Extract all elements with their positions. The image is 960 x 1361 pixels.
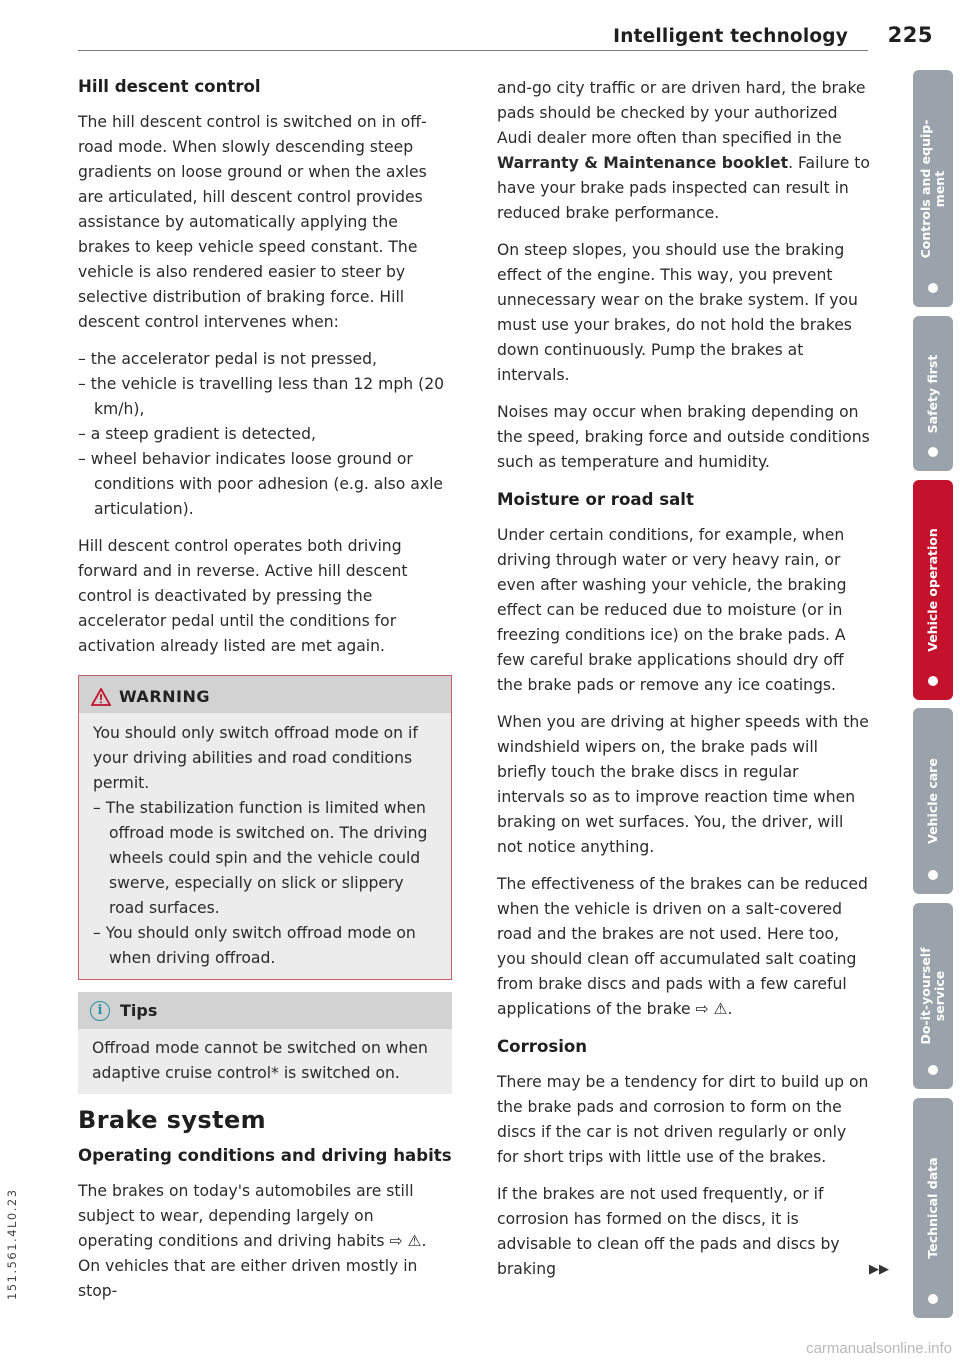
document-code: 151.561.4L0.23 xyxy=(5,1188,19,1300)
tab-safety-first[interactable] xyxy=(913,316,953,471)
noises-paragraph: Noises may occur when braking depending on the speed, braking force and outside conditions such as temperature and humidity. xyxy=(497,403,870,471)
brake-pads-text-a: and-go city traffic or are driven hard, the brake pads should be checked by your authorized Audi dealer more often than specified in the xyxy=(497,79,866,147)
tab-label: Do-it-yourself service xyxy=(918,947,947,1045)
tab-dot-icon xyxy=(928,1294,938,1304)
warning-box xyxy=(78,675,452,980)
corrosion-heading: Corrosion xyxy=(497,1037,588,1056)
page-number: 225 xyxy=(887,23,933,47)
hill-descent-paragraph-2: Hill descent control operates both driving forward and in reverse. Active hill descent control is deactivated by pressing the accelerator pedal until the conditions for activation already listed are met again. xyxy=(78,537,408,655)
salt-paragraph: The effectiveness of the brakes can be reduced when the vehicle is driven on a salt-covered road and the brakes are not used. Here too, you should clean off accumulated salt coating from brake discs and pads with a few careful applications of the brake ⇨ ⚠. xyxy=(497,875,868,1018)
info-icon: i xyxy=(90,1001,110,1021)
hill-descent-heading: Hill descent control xyxy=(78,77,261,96)
header-rule xyxy=(78,50,868,51)
list-item: – wheel behavior indicates loose ground or conditions with poor adhesion (e.g. also axle articulation). xyxy=(78,447,452,522)
tips-text: Offroad mode cannot be switched on when adaptive cruise control* is switched on. xyxy=(92,1039,428,1082)
tab-label: Vehicle operation xyxy=(925,528,940,652)
tab-dot-icon xyxy=(928,1065,938,1075)
warranty-booklet-ref: Warranty & Maintenance booklet xyxy=(497,154,789,172)
steep-slopes-paragraph: On steep slopes, you should use the braking effect of the engine. This way, you prevent unnecessary wear on the brake system. If you must use your brakes, do not hold the brakes down continuously. Pump the brakes at intervals. xyxy=(497,241,858,384)
brake-pads-text-b: . Failure to have your brake pads inspected can result in reduced brake performance. xyxy=(497,154,870,222)
tab-dot-icon xyxy=(928,283,938,293)
brake-pads-paragraph xyxy=(497,76,871,226)
tab-technical-data[interactable] xyxy=(913,1098,953,1318)
warning-intro: You should only switch offroad mode on if your driving abilities and road conditions permit. xyxy=(93,724,418,792)
tab-do-it-yourself-service[interactable] xyxy=(913,903,953,1089)
list-item: – You should only switch offroad mode on when driving offroad. xyxy=(93,921,435,971)
operating-paragraph: The brakes on today's automobiles are still subject to wear, depending largely on operating conditions and driving habits ⇨ ⚠. On vehicles that are either driven mostly in stop- xyxy=(78,1182,427,1300)
tab-dot-icon xyxy=(928,676,938,686)
tab-label: Safety first xyxy=(925,354,940,433)
warning-body xyxy=(79,713,451,979)
tab-label: Technical data xyxy=(925,1157,940,1259)
wipers-paragraph: When you are driving at higher speeds with the windshield wipers on, the brake pads will briefly touch the brake discs in regular intervals so as to improve reaction time when braking on wet surfaces. You, the driver, will not notice anything. xyxy=(497,713,869,856)
tab-label: Vehicle care xyxy=(925,758,940,844)
watermark: carmanualsonline.info xyxy=(806,1340,952,1357)
tips-title: Tips xyxy=(120,1001,158,1020)
list-item: – a steep gradient is detected, xyxy=(78,422,452,447)
operating-conditions-heading: Operating conditions and driving habits xyxy=(78,1146,452,1165)
tab-dot-icon xyxy=(928,870,938,880)
cleaning-text: If the brakes are not used frequently, or if corrosion has formed on the discs, it is advisable to clean off the pads and discs by braking xyxy=(497,1185,840,1278)
cleaning-paragraph xyxy=(497,1182,889,1282)
tab-vehicle-operation[interactable] xyxy=(913,480,953,700)
hill-descent-paragraph-1: The hill descent control is switched on in off-road mode. When slowly descending steep gradients on loose ground or when the axles are articulated, hill descent control provides assistance by automatically applying the brakes to keep vehicle speed constant. The vehicle is also rendered easier to steer by selective distribution of braking force. Hill descent control intervenes when: xyxy=(78,113,427,331)
tips-header xyxy=(78,992,452,1029)
right-column xyxy=(497,76,889,1294)
warning-header xyxy=(79,676,451,713)
tab-label: Controls and equip- ment xyxy=(918,119,947,258)
tab-vehicle-care[interactable] xyxy=(913,708,953,894)
list-item: – The stabilization function is limited when offroad mode is switched on. The driving wheels could spin and the vehicle could swerve, especially on slick or slippery road surfaces. xyxy=(93,796,435,921)
tips-body xyxy=(78,1029,452,1094)
tab-controls-and-equipment[interactable] xyxy=(913,70,953,307)
left-column xyxy=(78,70,452,1316)
moisture-heading: Moisture or road salt xyxy=(497,490,694,509)
warning-title: WARNING xyxy=(119,687,210,706)
tab-dot-icon xyxy=(928,447,938,457)
brake-system-heading: Brake system xyxy=(78,1106,267,1134)
moisture-paragraph: Under certain conditions, for example, when driving through water or very heavy rain, or even after washing your vehicle, the braking effect can be reduced due to moisture (or in freezing conditions ice) on the brake pads. A few careful brake applications should dry off the brake pads or remove any ice coatings. xyxy=(497,526,847,694)
warning-list xyxy=(93,796,435,971)
corrosion-paragraph: There may be a tendency for dirt to build up on the brake pads and corrosion to form on the discs if the car is not driven regularly or only for short trips with little use of the brakes. xyxy=(497,1073,869,1166)
continue-arrow-icon: ▶▶ xyxy=(869,1262,889,1277)
list-item: – the accelerator pedal is not pressed, xyxy=(78,347,452,372)
list-item: – the vehicle is travelling less than 12 mph (20 km/h), xyxy=(78,372,452,422)
hill-descent-conditions-list xyxy=(78,347,452,522)
header-title: Intelligent technology xyxy=(613,26,848,47)
tips-box xyxy=(78,992,452,1094)
warning-triangle-icon xyxy=(91,688,111,706)
